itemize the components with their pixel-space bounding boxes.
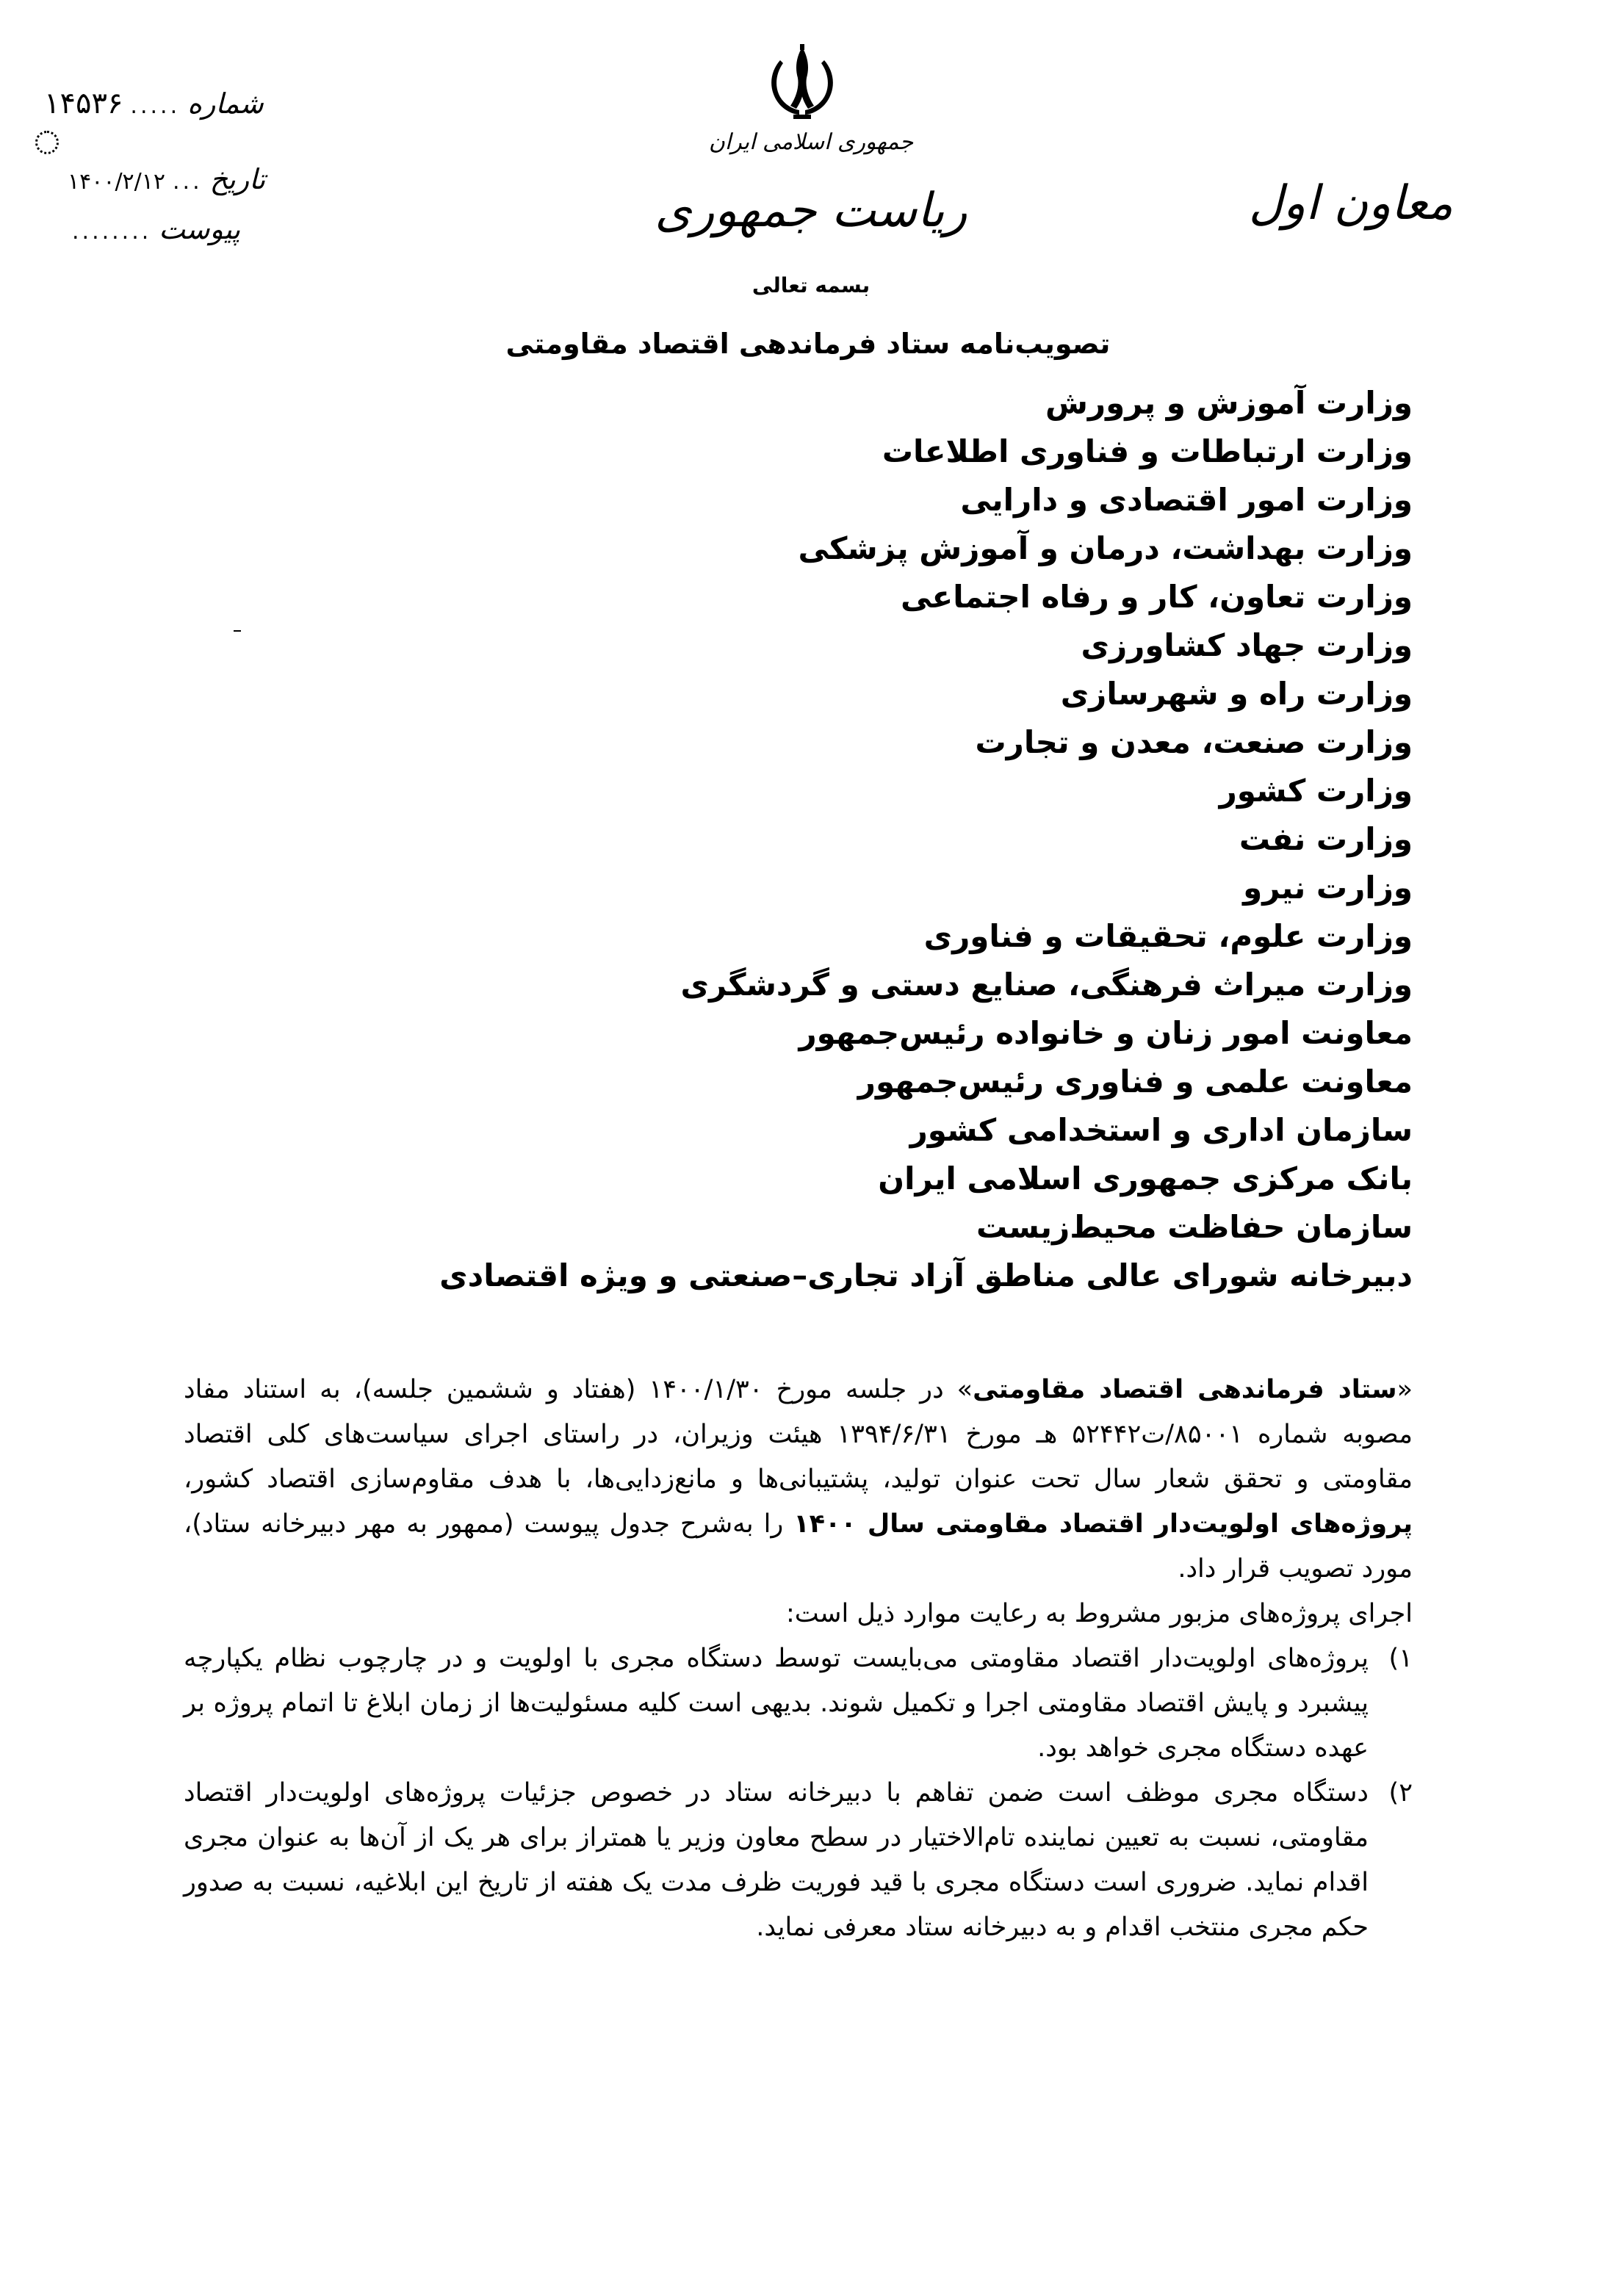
condition-item — [184, 1636, 1413, 1771]
document-body — [184, 1368, 1413, 1950]
national-emblem-icon — [751, 43, 854, 123]
intro-paragraph — [184, 1368, 1413, 1592]
letter-date-value: ۱۴۰۰/۲/۱۲ — [68, 169, 166, 195]
document-title: تصویب‌نامه ستاد فرماندهی اقتصاد مقاومتی — [505, 328, 1111, 360]
condition-text: دستگاه مجری موظف است ضمن تفاهم با دبیرخانه ستاد در خصوص جزئیات پروژه‌های اولویت‌دار اقتصاد مقاومتی، نسبت به تعیین نماینده تام‌الاختیار در سطح معاون وزیر یا همتراز برای هر یک از آن‌ها به عنوان مجری اقدام نماید. ضروری است دستگاه مجری با قید فوریت ظرف مدت یک هفته از تاریخ این ابلاغیه، نسبت به صدور حکم مجری منتخب اقدام و به دبیرخانه ستاد معرفی نماید. — [184, 1778, 1369, 1942]
office-title: معاون اول — [1248, 176, 1453, 231]
condition-number: ۲) — [1388, 1778, 1413, 1808]
recipient-item: سازمان حفاظت محیط‌زیست — [976, 1209, 1413, 1245]
recipient-item: وزارت آموزش و پرورش — [1045, 385, 1413, 421]
recipient-item: معاونت علمی و فناوری رئیس‌جمهور — [857, 1064, 1413, 1100]
recipient-item: وزارت صنعت، معدن و تجارت — [975, 724, 1413, 760]
projects-title: پروژه‌های اولویت‌دار اقتصاد مقاومتی سال ۱۴۰۰ — [793, 1509, 1413, 1539]
recipient-item: وزارت بهداشت، درمان و آموزش پزشکی — [798, 530, 1413, 566]
dotted-leader: ... — [173, 169, 203, 195]
letter-number-label: شماره — [187, 87, 264, 120]
recipient-item: وزارت نیرو — [1243, 870, 1413, 906]
recipients-list — [164, 379, 1413, 1300]
recipient-item: وزارت ارتباطات و فناوری اطلاعات — [882, 433, 1413, 469]
condition-item — [184, 1771, 1413, 1950]
council-name: ستاد فرماندهی اقتصاد مقاومتی — [973, 1375, 1397, 1404]
conditions-intro: اجرای پروژه‌های مزبور مشروط به رعایت موارد ذیل است: — [786, 1599, 1413, 1628]
intro-text-1: » در جلسه مورخ ۱۴۰۰/۱/۳۰ (هفتاد و ششمین جلسه)، به استناد مفاد مصوبه شماره ۸۵۰۰۱/ت۵۲۴۴۲ هـ مورخ ۱۳۹۴/۶/۳۱ هیئت وزیران، در راستای اجرای سیاست‌های کلی اقتصاد مقاومتی و تحقق شعار سال تحت عنوان تولید، پشتیبانی‌ها و مانع‌زدایی‌ها، با هدف مقاوم‌سازی اقتصاد کشور، — [184, 1375, 1413, 1494]
recipient-item: وزارت علوم، تحقیقات و فناوری — [923, 918, 1413, 954]
condition-number: ۱) — [1388, 1644, 1413, 1673]
country-name: جمهوری اسلامی ایران — [708, 129, 914, 155]
intro-text-2: را به‌شرح جدول پیوست (ممهور به مهر دبیرخانه ستاد)، مورد تصویب قرار داد. — [184, 1509, 1413, 1584]
dotted-leader: ..... — [130, 93, 181, 119]
recipient-item: وزارت راه و شهرسازی — [1060, 676, 1413, 712]
invocation: بسمه تعالی — [751, 273, 871, 297]
letter-attachment-value: ........ — [72, 219, 152, 245]
quote-open: « — [1396, 1375, 1413, 1404]
recipient-item: وزارت امور اقتصادی و دارایی — [960, 482, 1413, 518]
recipient-item: وزارت جهاد کشاورزی — [1081, 627, 1413, 663]
recipient-item: وزارت نفت — [1239, 821, 1413, 857]
presidency-title: ریاست جمهوری — [655, 184, 967, 238]
letter-attachment-label: پیوست — [159, 213, 241, 245]
recipient-item: بانک مرکزی جمهوری اسلامی ایران — [878, 1160, 1413, 1196]
letter-number-value: ۱۴۵۳۶ — [44, 87, 123, 120]
recipient-item: سازمان اداری و استخدامی کشور — [909, 1112, 1413, 1148]
recipient-item: معاونت امور زنان و خانواده رئیس‌جمهور — [799, 1015, 1413, 1051]
recipient-item: دبیرخانه شورای عالی مناطق آزاد تجاری–صنعتی و ویژه اقتصادی — [439, 1257, 1413, 1293]
recipient-item: وزارت میراث فرهنگی، صنایع دستی و گردشگری — [680, 967, 1413, 1003]
letter-date-label: تاریخ — [209, 163, 266, 195]
recipient-item: وزارت تعاون، کار و رفاه اجتماعی — [901, 579, 1413, 615]
recipient-item: وزارت کشور — [1219, 773, 1413, 809]
condition-text: پروژه‌های اولویت‌دار اقتصاد مقاومتی می‌بایست توسط دستگاه مجری با اولویت و در چارچوب نظام یکپارچه پیشبرد و پایش اقتصاد مقاومتی اجرا و تکمیل شوند. بدیهی است کلیه مسئولیت‌ها از زمان ابلاغ تا اتمام پروژه بر عهده دستگاه مجری خواهد بود. — [184, 1644, 1369, 1763]
letter-number-row — [44, 87, 264, 120]
